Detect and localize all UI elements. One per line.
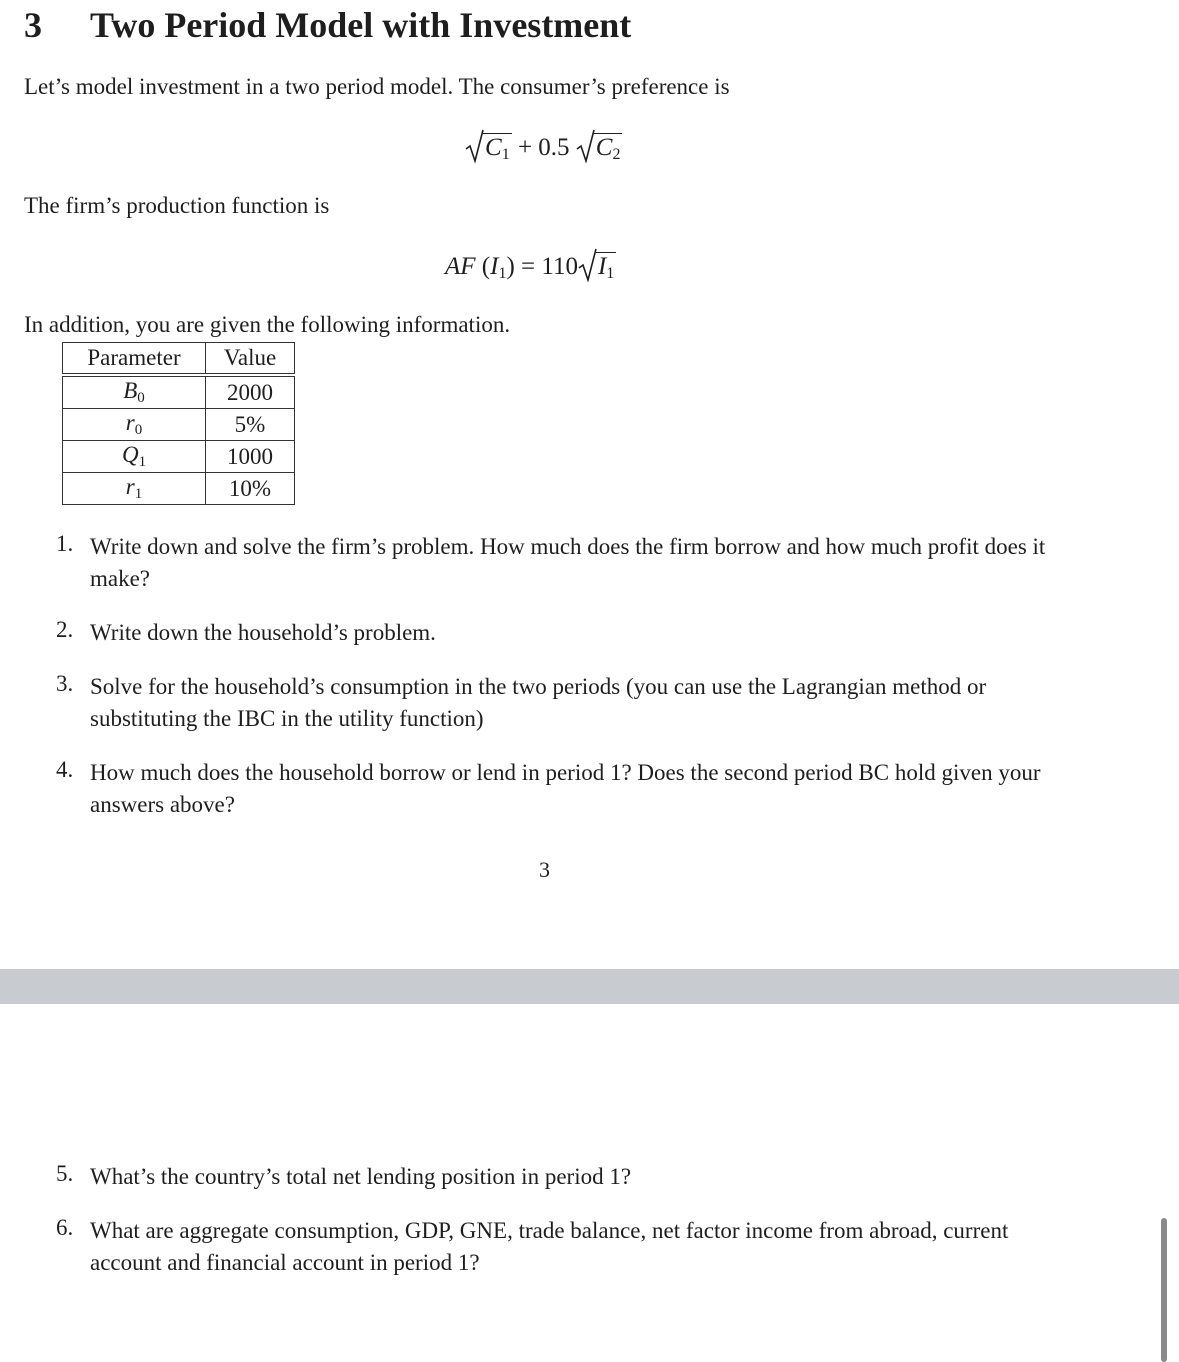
table-value: 2000 [206,375,295,409]
question-text: What are aggregate consumption, GDP, GNE, trade balance, net factor income from abroad, current account and financial account in period 1? [90,1218,1009,1275]
table-row: $r_1$ 10% [63,473,295,505]
header-value: Value [206,343,295,376]
question-number: 2. [56,617,74,642]
page-number: 3 [539,857,550,882]
info-intro: In addition, you are given the following information. [24,312,511,337]
question-text: Solve for the household’s consumption in the two periods (you can use the Lagrangian method or substituting the IBC in the utility function) [90,674,987,731]
sqrt-c1: $C_1$ [465,133,512,169]
question-text: How much does the household borrow or lend in period 1? Does the second period BC hold given your answers above? [90,760,1041,817]
production-eq: = 110 [521,253,578,280]
question-number: 6. [56,1215,74,1240]
table-row: $Q_1$ 1000 [63,441,295,473]
question-number: 4. [56,757,74,782]
question-number: 1. [56,531,74,556]
section-number: 3 [24,5,42,45]
section-title: Two Period Model with Investment [90,5,632,45]
sqrt-i1: $I_1$ [578,252,616,288]
firm-intro: The firm’s production function is [24,193,330,218]
header-parameter: Parameter [63,343,206,376]
page-separator [0,969,1179,1004]
radical-icon [578,248,598,282]
utility-formula [465,133,622,169]
production-formula: AF $(I_1) = 110$ $I_1$ [445,252,616,288]
utility-plus: + 0.5 [517,134,570,161]
question-text: Write down and solve the firm’s problem. How much does the firm borrow and how much profit does it make? [90,534,1046,591]
intro-paragraph: Let’s model investment in a two period model. The consumer’s preference is [24,74,730,99]
question-text: What’s the country’s total net lending position in period 1? [90,1164,632,1189]
table-row: $B_0$ 2000 [63,375,295,409]
radical-icon [465,129,485,163]
question-text: Write down the household’s problem. [90,620,436,645]
radical-icon [576,129,596,163]
table-value: 5% [206,409,295,441]
question-number: 5. [56,1161,74,1186]
table-value: 10% [206,473,295,505]
table-value: 1000 [206,441,295,473]
parameter-table [62,342,295,505]
table-row: $r_0$ 5% [63,409,295,441]
sqrt-c2: $C_2$ [576,133,623,169]
question-number: 3. [56,671,74,696]
scrollbar-thumb[interactable] [1161,1218,1167,1362]
production-lhs: AF [445,253,476,280]
